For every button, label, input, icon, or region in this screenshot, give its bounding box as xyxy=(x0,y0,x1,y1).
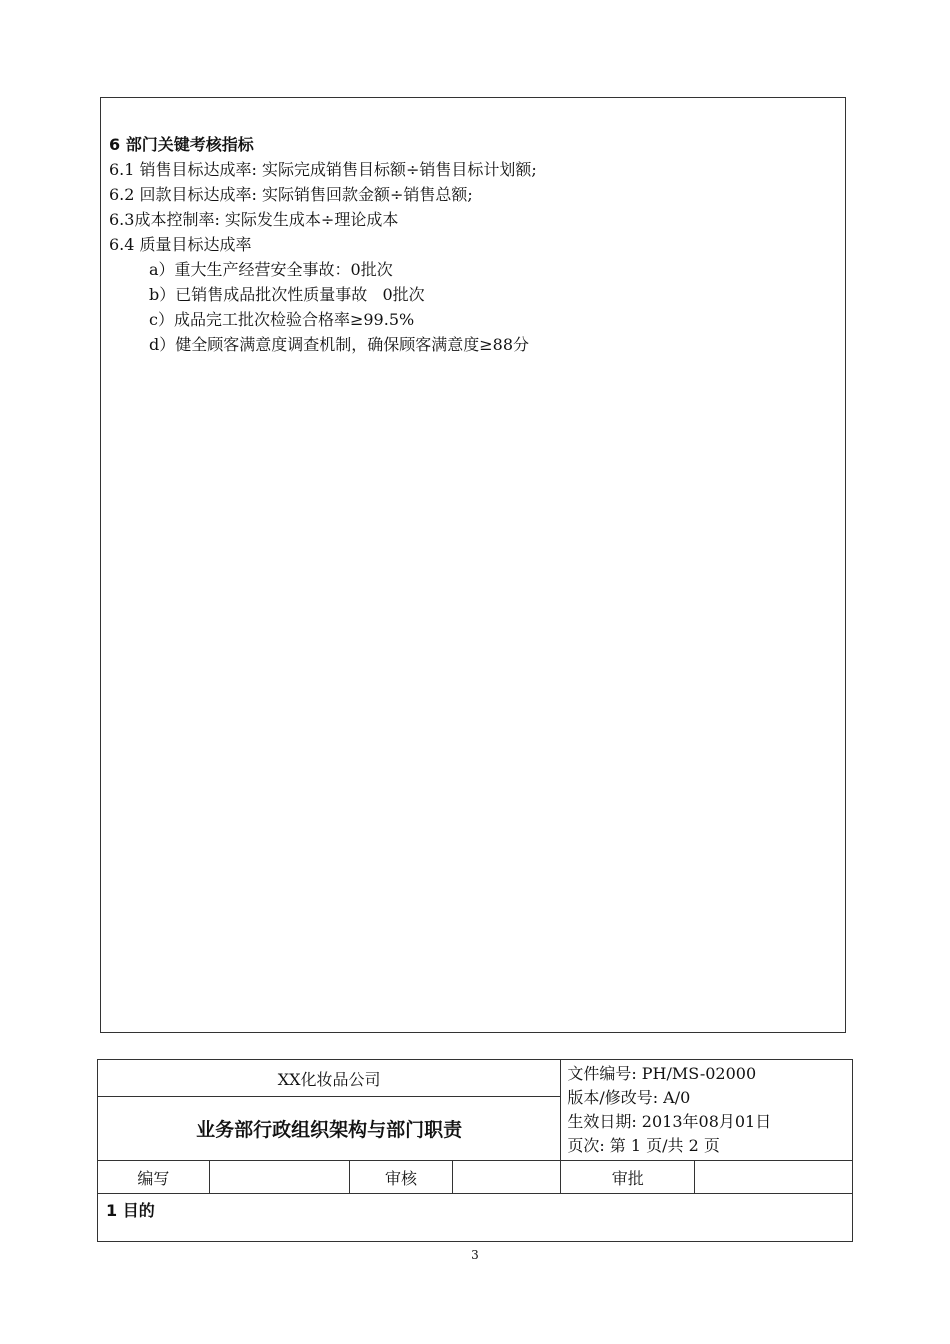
doc-number: 文件编号: PH/MS-02000 xyxy=(567,1064,757,1083)
sign-approve-label: 审批 xyxy=(561,1161,695,1194)
document-meta xyxy=(561,1060,853,1161)
version-number: 版本/修改号: A/0 xyxy=(567,1088,691,1107)
kpi-section-box xyxy=(100,97,846,1033)
sign-write-label: 编写 xyxy=(98,1161,210,1194)
quality-subitem: d）健全顾客满意度调查机制，确保顾客满意度≥88分 xyxy=(149,335,530,354)
kpi-item: 6.1 销售目标达成率: 实际完成销售目标额÷销售目标计划额; xyxy=(109,160,537,179)
quality-subitem: c）成品完工批次检验合格率≥99.5% xyxy=(149,310,415,329)
section-6-heading: 6 部门关键考核指标 xyxy=(109,135,254,154)
document-title: 业务部行政组织架构与部门职责 xyxy=(98,1097,561,1161)
document-header-table xyxy=(97,1059,853,1242)
kpi-item: 6.2 回款目标达成率: 实际销售回款金额÷销售总额; xyxy=(109,185,473,204)
kpi-item: 6.4 质量目标达成率 xyxy=(109,235,252,254)
sign-review-field[interactable] xyxy=(453,1161,561,1194)
kpi-item: 6.3成本控制率: 实际发生成本÷理论成本 xyxy=(109,210,399,229)
quality-subitem: b）已销售成品批次性质量事故 0批次 xyxy=(149,285,425,304)
page-number: 3 xyxy=(471,1248,479,1262)
page-count: 页次: 第 1 页/共 2 页 xyxy=(567,1136,720,1155)
effective-date: 生效日期: 2013年08月01日 xyxy=(567,1112,772,1131)
sign-write-field[interactable] xyxy=(209,1161,349,1194)
company-name: XX化妆品公司 xyxy=(98,1060,561,1097)
sign-review-label: 审核 xyxy=(349,1161,453,1194)
kpi-section-content xyxy=(109,132,837,357)
quality-subitem: a）重大生产经营安全事故：0批次 xyxy=(149,260,393,279)
sign-approve-field[interactable] xyxy=(695,1161,853,1194)
section-1-heading: 1 目的 xyxy=(98,1194,853,1242)
